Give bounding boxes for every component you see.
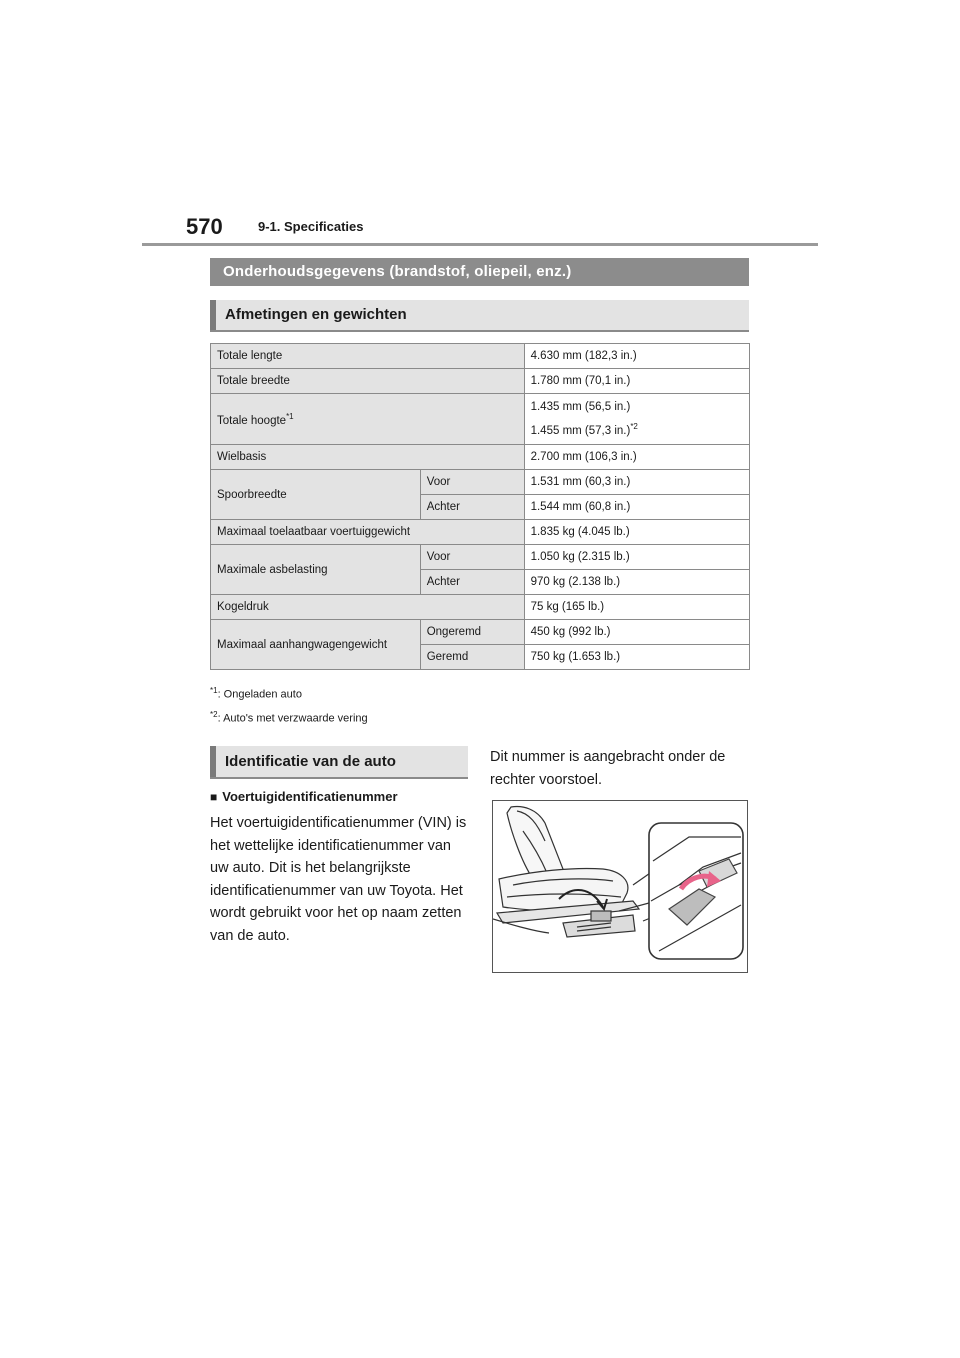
footnote-2 — [210, 710, 368, 725]
header-divider — [142, 243, 818, 246]
footnote-mark: *1 — [210, 686, 218, 695]
row-label-length: Totale lengte — [211, 344, 525, 369]
row-label-axle-load: Maximale asbelasting — [211, 545, 421, 595]
footnote-ref: *2 — [630, 422, 638, 432]
identification-heading-label: Identificatie van de auto — [225, 753, 396, 770]
table-row — [211, 620, 750, 645]
table-row — [211, 470, 750, 495]
table-row — [211, 445, 750, 470]
row-sublabel-trailer-unbraked: Ongeremd — [420, 620, 524, 645]
row-value-tongue-load: 75 kg (165 lb.) — [524, 595, 749, 620]
table-row — [211, 394, 750, 445]
vin-description: Het voertuigidentificatienummer (VIN) is het wettelijke identificatienummer van uw auto. Dit is het belangrijkste identificatienummer van uw Toyota. Het wordt gebruikt voor het op naam zetten van de auto. — [210, 815, 467, 944]
seat-illustration-svg — [493, 801, 747, 972]
row-label-wheelbase: Wielbasis — [211, 445, 525, 470]
row-sublabel-trailer-braked: Geremd — [420, 645, 524, 670]
row-value-wheelbase: 2.700 mm (106,3 in.) — [524, 445, 749, 470]
row-label-height-cell — [211, 394, 525, 445]
row-sublabel-track-rear: Achter — [420, 495, 524, 520]
row-value-axle-front: 1.050 kg (2.315 lb.) — [524, 545, 749, 570]
page-number: 570 — [186, 214, 223, 239]
vin-subheading — [210, 789, 398, 804]
section-reference: 9-1. Specificaties — [258, 219, 364, 234]
table-row — [211, 595, 750, 620]
row-label-trailer-weight: Maximaal aanhangwagengewicht — [211, 620, 421, 670]
row-label-track: Spoorbreedte — [211, 470, 421, 520]
table-row — [211, 520, 750, 545]
row-value-height-heavy-text: 1.455 mm (57,3 in.) — [530, 424, 631, 437]
footnote-1 — [210, 686, 302, 701]
vin-subheading-label: Voertuigidentificatienummer — [222, 789, 398, 804]
row-label-width: Totale breedte — [211, 369, 525, 394]
table-row — [211, 545, 750, 570]
row-value-gross-weight: 1.835 kg (4.045 lb.) — [524, 520, 749, 545]
vin-location-text: Dit nummer is aangebracht onder de rechter voorstoel. — [490, 749, 726, 788]
table-row — [211, 344, 750, 369]
footnote-text: : Ongeladen auto — [217, 688, 302, 701]
footnote-ref: *1 — [286, 411, 294, 421]
footnote-mark: *2 — [210, 710, 218, 719]
row-value-length: 4.630 mm (182,3 in.) — [524, 344, 749, 369]
footnote-text: : Auto's met verzwaarde vering — [217, 712, 368, 725]
row-value-axle-rear: 970 kg (2.138 lb.) — [524, 570, 749, 595]
dimensions-heading — [210, 300, 749, 330]
table-row — [211, 369, 750, 394]
row-sublabel-track-front: Voor — [420, 470, 524, 495]
row-value-height-heavy — [531, 422, 743, 437]
row-value-track-front: 1.531 mm (60,3 in.) — [524, 470, 749, 495]
row-value-height-cell — [524, 394, 749, 445]
row-value-height-standard: 1.435 mm (56,5 in.) — [530, 401, 631, 414]
dimensions-heading-label: Afmetingen en gewichten — [225, 306, 407, 323]
vin-location-illustration — [492, 800, 748, 973]
row-label-tongue-load: Kogeldruk — [211, 595, 525, 620]
square-bullet-icon: ■ — [210, 790, 218, 804]
row-label-height: Totale hoogte — [217, 414, 287, 427]
row-sublabel-axle-rear: Achter — [420, 570, 524, 595]
row-value-trailer-braked: 750 kg (1.653 lb.) — [524, 645, 749, 670]
row-value-track-rear: 1.544 mm (60,8 in.) — [524, 495, 749, 520]
identification-heading — [210, 746, 468, 777]
row-label-gross-weight: Maximaal toelaatbaar voertuiggewicht — [211, 520, 525, 545]
row-value-width: 1.780 mm (70,1 in.) — [524, 369, 749, 394]
row-sublabel-axle-front: Voor — [420, 545, 524, 570]
main-section-title: Onderhoudsgegevens (brandstof, oliepeil, enz.) — [210, 258, 749, 286]
dimensions-table — [210, 343, 750, 670]
row-value-trailer-unbraked: 450 kg (992 lb.) — [524, 620, 749, 645]
